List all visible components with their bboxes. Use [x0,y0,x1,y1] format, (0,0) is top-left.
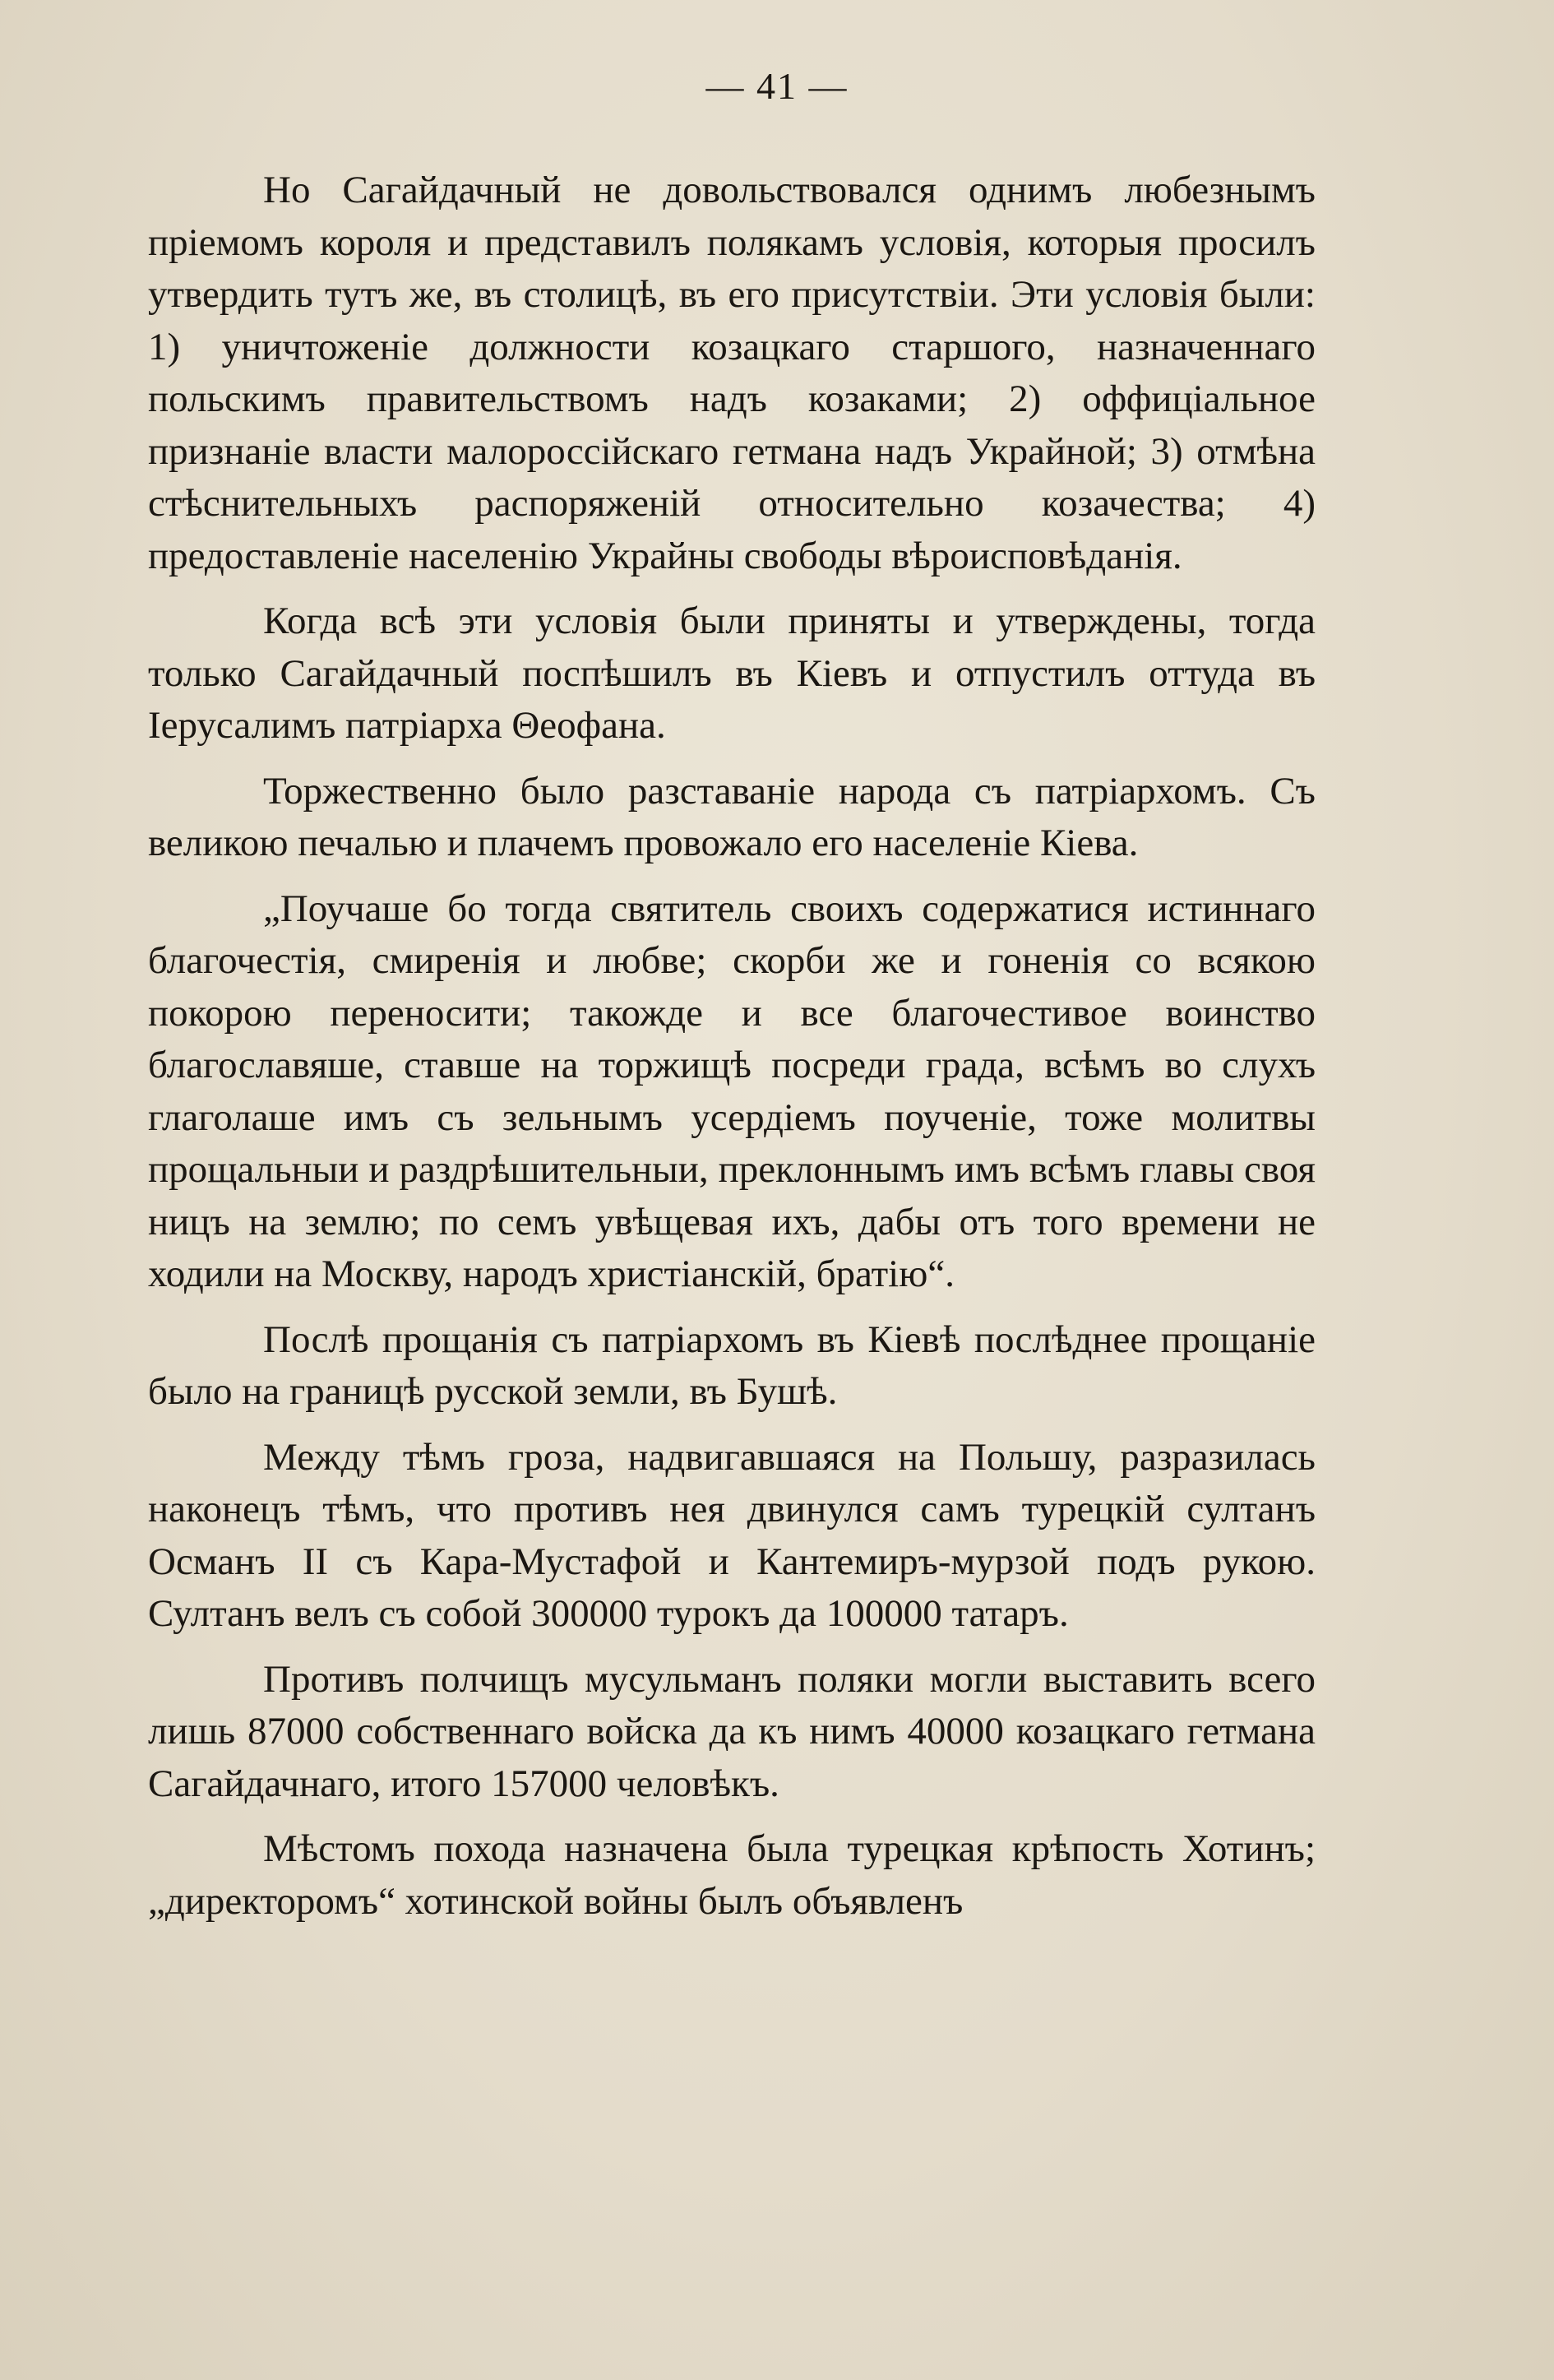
paragraph: Мѣстомъ похода назначена была турецкая крѣпость Хотинъ; „директоромъ“ хотинской войны былъ объявленъ [148,1827,1316,1923]
paragraph: Но Сагайдачный не довольствовался однимъ любезнымъ пріемомъ короля и представилъ полякамъ условія, которыя просилъ утвердить тутъ же, въ столицѣ, въ его присутствіи. Эти условія были: 1) уничтоженіе должности козацкаго старшого, назначеннаго польскимъ правительствомъ надъ козаками; 2) оффиціальное признаніе власти малороссійскаго гетмана надъ Украйной; 3) отмѣна стѣснительныхъ распоряженій относительно козачества; 4) предоставленіе населенію Украйны свободы вѣроисповѣданія. [148,169,1316,577]
paragraph: Послѣ прощанія съ патріархомъ въ Кіевѣ послѣднее прощаніе было на границѣ русской земли, въ Бушѣ. [148,1317,1316,1413]
paragraph: Противъ полчищъ мусульманъ поляки могли выставить всего лишь 87000 собственнаго войска да къ нимъ 40000 козацкаго гетмана Сагайдачнаго, итого 157000 человѣкъ. [148,1657,1316,1805]
paragraph: Между тѣмъ гроза, надвигавшаяся на Польшу, разразилась наконецъ тѣмъ, что противъ нея двинулся самъ турецкій султанъ Османъ II съ Кара-Мустафой и Кантемиръ-мурзой подъ рукою. Султанъ велъ съ собой 300000 турокъ да 100000 татаръ. [148,1435,1316,1635]
paragraph: Торжественно было разставаніе народа съ патріархомъ. Съ великою печалью и плачемъ провожало его населеніе Кіева. [148,769,1316,864]
paragraph: „Поучаше бо тогда святитель своихъ содержатися истиннаго благочестія, смиренія и любве; скорби же и гоненія со всякою покорою переносити; такожде и все благочестивое воинство благославяше, ставше на торжищѣ посреди града, всѣмъ во слухъ глаголаше имъ съ зельнымъ усердіемъ поученіе, тоже молитвы прощальныи и раздрѣшительныи, преклоннымъ имъ всѣмъ главы своя ницъ на землю; по семъ увѣщевая ихъ, дабы отъ того времени не ходили на Москву, народъ христіанскій, братію“. [148,887,1316,1295]
page-number: — 41 — [705,65,849,107]
page-text [148,164,1316,1941]
paragraph: Когда всѣ эти условія были приняты и утверждены, тогда только Сагайдачный поспѣшилъ въ Кіевъ и отпустилъ оттуда въ Іерусалимъ патріарха Θеофана. [148,600,1316,747]
